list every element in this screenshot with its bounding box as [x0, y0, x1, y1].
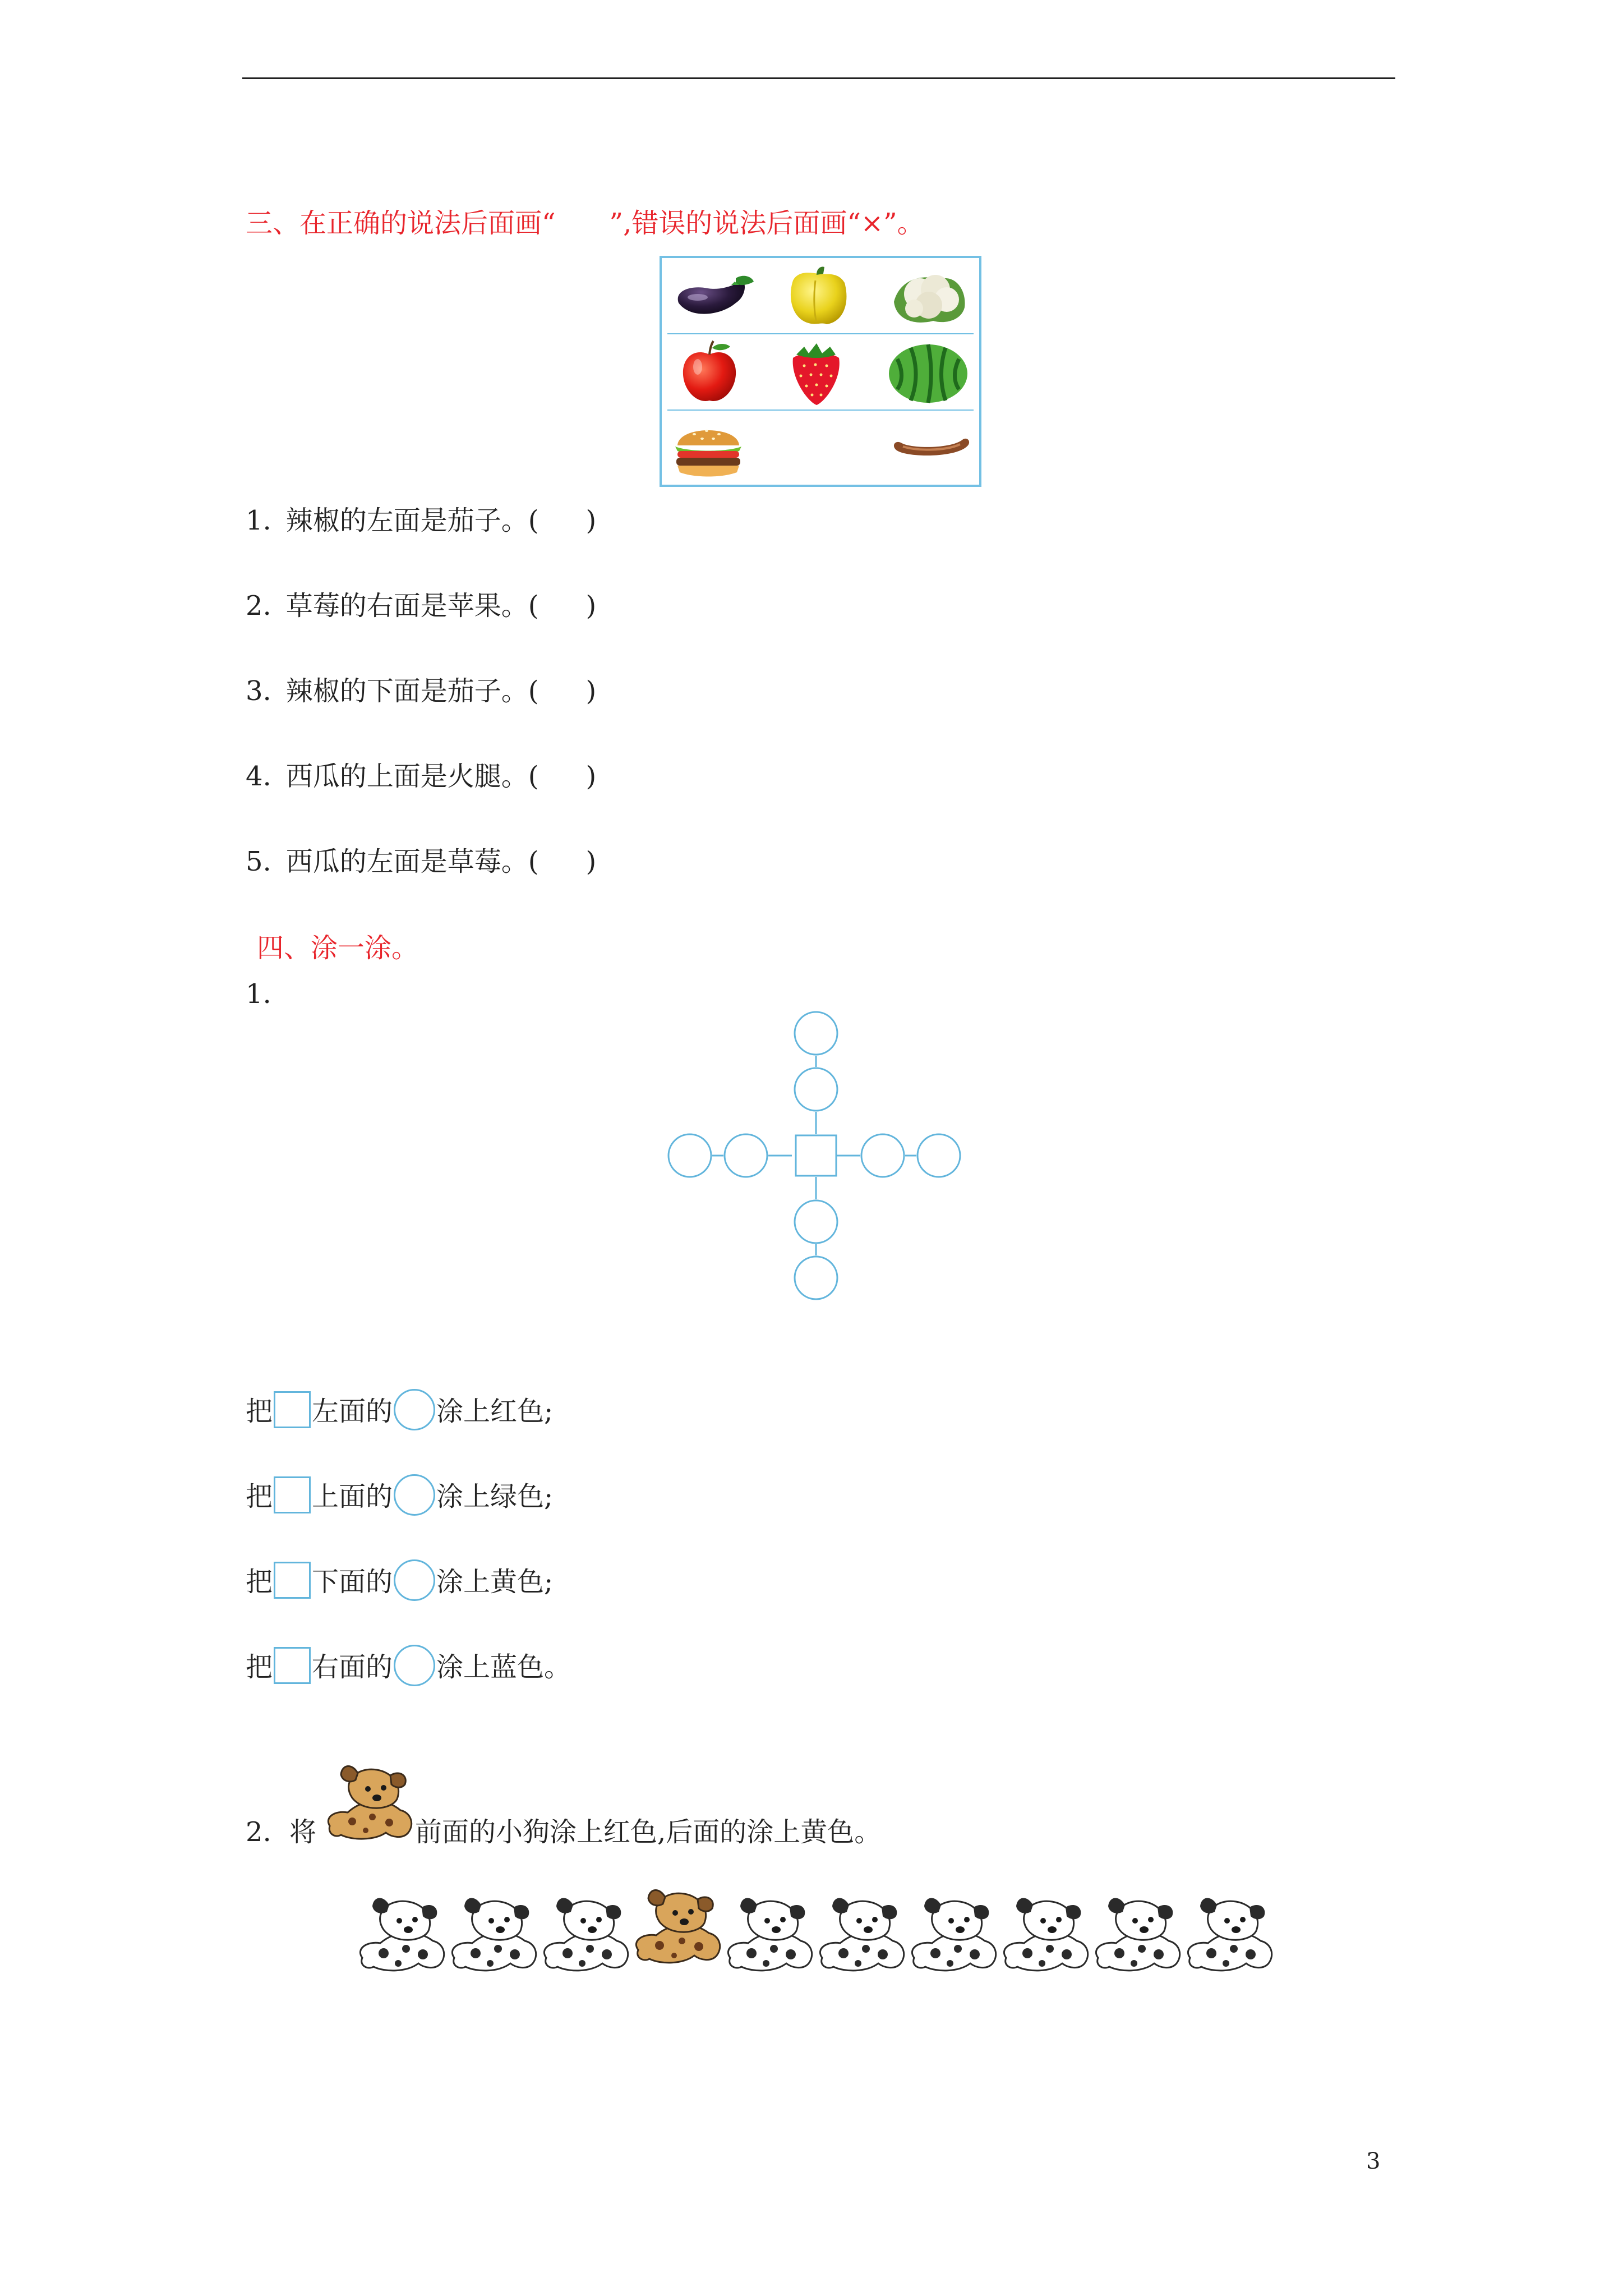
eggplant-icon — [668, 268, 758, 324]
close-paren: ) — [585, 505, 597, 536]
instruction-mid: 左面的 — [312, 1396, 393, 1427]
question-number: 2. — [246, 590, 271, 622]
instruction-mid: 右面的 — [312, 1651, 393, 1683]
instruction-mid: 上面的 — [312, 1481, 393, 1512]
right-circle-outer[interactable] — [917, 1134, 960, 1177]
spotted-dog-icon[interactable] — [452, 1898, 536, 1970]
right-circle-inner[interactable] — [861, 1134, 904, 1177]
left-circle-outer[interactable] — [668, 1134, 711, 1177]
instruction-bottom — [246, 1559, 553, 1601]
spotted-dog-icon[interactable] — [1096, 1898, 1179, 1970]
question-number: 1. — [246, 505, 271, 536]
instruction-top — [246, 1474, 553, 1516]
question-2-text: 前面的小狗涂上红色,后面的涂上黄色。 — [415, 1816, 882, 1848]
instruction-post: 涂上黄色; — [436, 1566, 554, 1598]
close-paren: ) — [585, 675, 597, 707]
bottom-circle-inner[interactable] — [795, 1200, 837, 1243]
spotted-dog-icon[interactable] — [544, 1898, 628, 1970]
question-2-pre: 将 — [289, 1816, 317, 1848]
apple-icon — [679, 340, 740, 406]
circle-symbol — [394, 1474, 435, 1516]
instruction-right — [246, 1645, 571, 1686]
instruction-mid: 下面的 — [312, 1566, 393, 1598]
square-symbol — [274, 1476, 311, 1513]
spotted-dog-icon[interactable] — [912, 1898, 995, 1970]
grid-divider — [667, 333, 974, 334]
spotted-dog-icon[interactable] — [820, 1898, 903, 1970]
question-text: 西瓜的上面是火腿。( — [285, 761, 539, 792]
spotted-dog-icon[interactable] — [360, 1898, 444, 1970]
question-3 — [246, 674, 596, 708]
bottom-circle-outer[interactable] — [795, 1257, 837, 1299]
section-3-heading — [246, 206, 924, 240]
instruction-pre: 把 — [246, 1651, 273, 1683]
question-number: 3. — [246, 675, 271, 707]
question-text: 草莓的右面是苹果。( — [285, 590, 539, 622]
square-symbol — [274, 1391, 311, 1428]
question-1 — [246, 504, 596, 537]
instruction-left — [246, 1389, 553, 1430]
instruction-post: 涂上绿色; — [436, 1481, 554, 1512]
circle-symbol — [394, 1389, 435, 1430]
question-2 — [246, 589, 596, 623]
heading-part-b: ”,错误的说法后面画“×”。 — [609, 208, 924, 239]
center-square — [796, 1135, 836, 1176]
pepper-icon — [782, 264, 855, 329]
square-symbol — [274, 1562, 311, 1599]
question-4 — [246, 760, 596, 793]
top-circle-outer[interactable] — [795, 1012, 837, 1055]
square-symbol — [274, 1647, 311, 1684]
header-rule — [242, 77, 1395, 79]
circle-symbol — [394, 1559, 435, 1601]
hamburger-icon — [672, 415, 745, 481]
top-circle-inner[interactable] — [795, 1068, 837, 1111]
instruction-pre: 把 — [246, 1481, 273, 1512]
question-5 — [246, 845, 596, 878]
dog-row — [351, 1885, 1282, 1980]
grid-divider — [667, 409, 974, 411]
section-4-heading: 四、涂一涂。 — [257, 932, 419, 964]
instruction-pre: 把 — [246, 1396, 273, 1427]
question-2-number: 2. — [246, 1816, 271, 1848]
close-paren: ) — [585, 590, 597, 622]
question-number: 4. — [246, 761, 271, 792]
question-number: 5. — [246, 846, 271, 877]
instruction-post: 涂上蓝色。 — [436, 1651, 571, 1683]
close-paren: ) — [585, 761, 597, 792]
page-number: 3 — [1366, 2148, 1381, 2174]
heading-part-a: 三、在正确的说法后面画“ — [246, 208, 556, 239]
q1-number: 1. — [246, 978, 271, 1010]
reference-dog-icon — [319, 1759, 417, 1843]
instruction-post: 涂上红色; — [436, 1396, 554, 1427]
circle-symbol — [394, 1645, 435, 1686]
spotted-dog-icon[interactable] — [1004, 1898, 1087, 1970]
left-circle-inner[interactable] — [725, 1134, 767, 1177]
close-paren: ) — [585, 846, 597, 877]
question-text: 辣椒的左面是茄子。( — [285, 505, 539, 536]
strawberry-icon — [785, 339, 847, 407]
sausage-icon — [889, 430, 974, 463]
brown-dog-icon[interactable] — [636, 1890, 720, 1962]
cross-diagram — [667, 1010, 965, 1307]
spotted-dog-icon[interactable] — [1188, 1898, 1271, 1970]
cauliflower-icon — [888, 263, 972, 329]
question-text: 辣椒的下面是茄子。( — [285, 675, 539, 707]
spotted-dog-icon[interactable] — [728, 1898, 811, 1970]
question-text: 西瓜的左面是草莓。( — [285, 846, 539, 877]
instruction-pre: 把 — [246, 1566, 273, 1598]
watermelon-icon — [886, 342, 970, 405]
food-grid — [660, 256, 981, 487]
